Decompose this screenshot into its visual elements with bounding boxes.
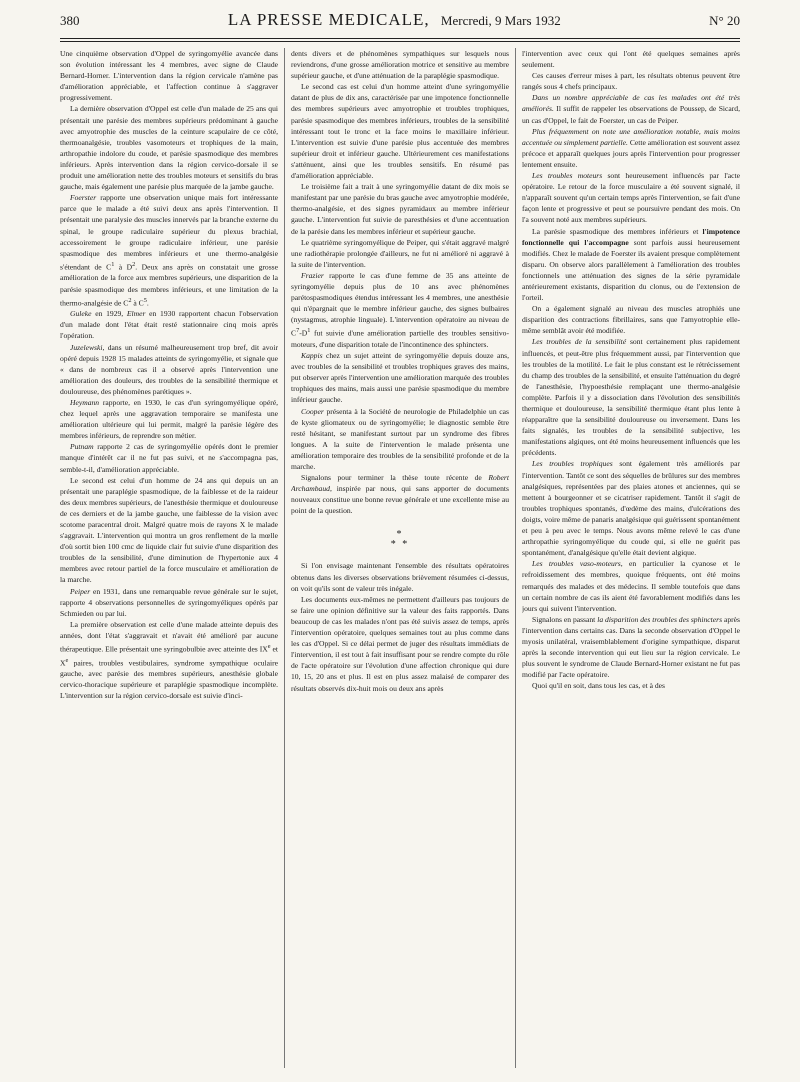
issue-date: Mercredi, 9 Mars 1932: [440, 13, 561, 28]
article-paragraph: Les troubles de la sensibilité sont certainement plus rapidement influencés, et peut-être plus fréquemment aussi, par l'intervention que les troubles de la motilité. Le fait le plus constant est le rétrécissement du champ des troubles de la sensibilité, et ensuite l'atténuation du degré de l'anesthésie, l'hypoesthésie remplaçant une thermo-analgésie complète. Parfois il y a dissociation dans l'évolution des sensibilités thermique et douloureuse, la sensibilité thermique étant plus lente à réapparaître que la sensibilité douloureuse ou inversement. Dans les faits signalés, les troubles de la sensibilité subjective, les manifestations algiques, ont été moins heureusement influencés que les précédents.: [522, 337, 740, 458]
header-rule-top: [60, 38, 740, 39]
article-paragraph: Frazier rapporte le cas d'une femme de 35 ans atteinte de syringomyélie depuis plus de 10 ans avec phénomènes parétospasmodiques étendus intéressant les 4 membres, une anesthésie qui n'épargnait que le membre inférieur gauche, des signes bulbaires (nystagmus, atrophie linguale). L'intervention opératoire au niveau de $C^7-D^1$ fut suivie d'une amélioration partielle des troubles sensitivo-moteurs, d'une disparition totale de l'incontinence des sphincters.: [291, 270, 509, 349]
journal-masthead: [228, 10, 561, 30]
issue-number: N° 20: [709, 13, 740, 28]
article-paragraph: Signalons pour terminer la thèse toute récente de Robert Archambaud, inspirée par nous, qui sans apporter de documents nouveaux constitue une bonne revue générale et une excellente mise au point de la question.: [291, 473, 509, 516]
text-column-3: [522, 48, 740, 1068]
article-paragraph: Si l'on envisage maintenant l'ensemble des résultats opératoires obtenus dans les diverses observations brièvement résumées ci-dessus, on voit qu'ils sont de valeur très inégale.: [291, 561, 509, 593]
article-paragraph: Peiper en 1931, dans une remarquable revue générale sur le sujet, rapporte 4 observations personnelles de syringomyéliques opérés par Schmieden ou par lui.: [60, 586, 278, 618]
column-divider: [284, 48, 285, 1068]
page-header: [60, 10, 740, 34]
article-paragraph: Le quatrième syringomyélique de Peiper, qui s'était aggravé malgré une radiothérapie prolongée d'ailleurs, ne fut ni amélioré ni aggravé à la suite de l'intervention.: [291, 237, 509, 269]
article-paragraph: Une cinquième observation d'Oppel de syringomyélie avancée dans son évolution intéressant les 4 membres, avec signe de Claude Bernard-Horner. L'intervention dans la région cervicale n'amène pas d'amélioration appréciable, et l'affection continue à s'aggraver progressivement.: [60, 49, 278, 103]
article-paragraph: Juzelewski, dans un résumé malheureusement trop bref, dit avoir opéré depuis 1928 15 malades atteints de syringomyélie, et signale que « dans de nombreux cas il a observé après l'intervention une amélioration des douleurs, des troubles de la sensibilité thermique et douloureuse, des phénomènes parétiques ».: [60, 342, 278, 396]
article-paragraph: Le troisième fait a trait à une syringomyélie datant de dix mois se manifestant par une parésie du bras gauche avec amyotrophie modérée, thermo-analgésie, et des signes pyramidaux au membre inférieur gauche. L'intervention fut suivie de paresthésies et d'une accentuation de la parésie dans les membres inférieur et supérieur gauche.: [291, 182, 509, 236]
article-paragraph: La parésie spasmodique des membres inférieurs et l'impotence fonctionnelle qui l'accompagne sont parfois aussi heureusement modifiés. Chez le malade de Foerster ils avaient presque complètement disparu. On observe alors parallèlement à l'amélioration des troubles fonctionnels une atténuation des signes de la série pyramidale antérieurement existants, disparition du clonus, ou de l'extension de l'orteil.: [522, 226, 740, 303]
article-paragraph: Quoi qu'il en soit, dans tous les cas, et à des: [532, 681, 665, 691]
article-paragraph: Guleke en 1929, Elmer en 1930 rapportent chacun l'observation d'un malade dont l'état était resté stationnaire cinq mois après l'opération.: [60, 309, 278, 341]
article-paragraph: Les documents eux-mêmes ne permettent d'ailleurs pas toujours de se faire une opinion définitive sur la valeur des faits rapportés. Dans beaucoup de cas les malades n'ont pas été suivis assez de temps, après l'intervention opératoire, quelques semaines tout au plus comme dans les cas d'Oppel. Si ce délai permet de juger des résultats immédiats de l'intervention, il est tout à fait insuffisant pour se rendre compte du rôle de l'acte opératoire sur l'évolution d'une affection chronique qui dure 10, 15, 20 ans et plus. Il est en plus assez malaisé de comparer des résultats observés dix-huit mois ou deux ans après: [291, 594, 509, 693]
article-paragraph: Le second est celui d'un homme de 24 ans qui depuis un an présentait une paraplégie spasmodique, de la faiblesse et de la raideur des deux membres supérieurs, de l'anesthésie thermique et douloureuse de ces derniers et de la jambe gauche, une faiblesse de la vision avec scotome paracentral droit. Malgré quatre mois de rayons X le malade s'aggravait. L'intervention qui montra un gros renflement de la mœlle d'où sortit bien 100 cmc de liquide clair fut suivie d'une disparition des troubles de la sensibilité, d'une diminution de l'hypertonie aux 4 membres avec retour partiel de la force musculaire et amélioration de la marche.: [60, 475, 278, 585]
article-paragraph: Signalons en passant la disparition des troubles des sphincters après l'intervention dans certains cas. Dans la seconde observation d'Oppel le myosis unilatéral, vraisemblablement d'origine sympathique, disparut après la seconde intervention qui eut lieu sur la région cervicale. Le plus souvent le syndrome de Claude Bernard-Horner existant ne fut pas modifié par l'acte opératoire.: [522, 614, 740, 680]
article-paragraph: Putnam rapporte 2 cas de syringomyélie opérés dont le premier manque d'intérêt car il ne fut pas suivi, et ne s'accompagna pas, semble-t-il, d'amélioration appréciable.: [60, 442, 278, 474]
article-paragraph: Cooper présenta à la Société de neurologie de Philadelphie un cas de kyste gliomateux ou de syringomyélie; le diagnostic semble être resté hésitant, se manifestant surtout par un syndrome des fibres longues. A la suite de l'intervention le malade présenta une amélioration temporaire des troubles de la sensibilité profonde et de la marche.: [291, 406, 509, 471]
article-paragraph: Kappis chez un sujet atteint de syringomyélie depuis douze ans, avec troubles de la sensibilité et troubles trophiques graves des mains, put observer après l'intervention une amélioration marquée des troubles trophiques des mains, mais aussi une parésie spasmodique du membre inférieur gauche.: [291, 351, 509, 405]
page-number: 380: [60, 13, 80, 28]
article-paragraph: On a également signalé au niveau des muscles atrophiés une disparition des contractions fibrillaires, sans que l'amyotrophie elle-même semblât avoir été modifiée.: [522, 304, 740, 336]
article-paragraph: l'intervention avec ceux qui l'ont été quelques semaines après seulement.: [522, 49, 740, 70]
article-paragraph: La dernière observation d'Oppel est celle d'un malade de 25 ans qui présentait une parésie des membres supérieurs prédominant à gauche avec amyotrophie des muscles de la ceinture scapulaire de ce côté, thermoanalgésie, troubles vasomoteurs et trophiques de la main, arthropathie indolore du coude, et parésie spasmodique des membres inférieurs. Après intervention dans la région cervico-dorsale il se produit une amélioration nette des troubles moteurs et sensitifs du bras gauche, mais également une parésie plus marquée de la jambe gauche.: [60, 104, 278, 192]
article-paragraph: Les troubles vaso-moteurs, en particulier la cyanose et le refroidissement des membres, quoique fréquents, ont été moins remarqués des malades et des médecins. Il semble toutefois que dans un certain nombre de cas ils aient été favorablement modifiés dans les jours qui suivent l'intervention.: [522, 559, 740, 613]
article-paragraph: dents divers et de phénomènes sympathiques sur lesquels nous reviendrons, d'une grosse amélioration motrice et sensitive au membre supérieur gauche, et d'une atténuation de la paraplégie spasmodique.: [291, 49, 509, 81]
article-paragraph: Dans un nombre appréciable de cas les malades ont été très améliorés. Il suffit de rappeler les observations de Poussep, de Sicard, un cas d'Oppel, le fait de Foerster, un cas de Peiper.: [522, 93, 740, 125]
article-paragraph: Ces causes d'erreur mises à part, les résultats obtenus peuvent être rangés sous 4 chefs principaux.: [522, 71, 740, 92]
section-separator: * * *: [390, 529, 410, 551]
text-column-1: [60, 48, 278, 1068]
header-rule-bottom: [60, 41, 740, 42]
article-paragraph: Les troubles trophiques sont également très améliorés par l'intervention. Tantôt ce sont des séquelles de brûlures sur des membres analgésiques, représentées par des plaies atones et anciennes, qui se mettent à bourgeonner et se cicatriser rapidement. Tantôt il s'agit de troubles trophiques spontanés, d'œdème des mains, d'ulcérations des doigts, voire même de panaris analgésique qui guérissent spontanément et peu à peu avec le temps. Nous avons même relevé le cas d'une arthropathie syringomyélique du coude qui, si elle ne guérit pas spontanément, d'analgésique qu'elle était devient algique.: [522, 459, 740, 558]
article-paragraph: Les troubles moteurs sont heureusement influencés par l'acte opératoire. Le retour de la force musculaire a été souvent signalé, il n'apparaît souvent qu'un certain temps après l'intervention, se fait d'une façon lente et progressive et peut se poursuivre pendant des mois. On l'a souvent noté aux membres supérieurs.: [522, 171, 740, 225]
article-paragraph: Heymann rapporte, en 1930, le cas d'un syringomyélique opéré, chez lequel après une aggravation temporaire se manifesta une amélioration ultérieure qui lui permit, malgré la parésie légère des membres inférieurs, de reprendre son métier.: [60, 397, 278, 441]
column-divider: [515, 48, 516, 1068]
article-paragraph: La première observation est celle d'une malade atteinte depuis des années, dont l'état s'aggravait et n'avait été amélioré par aucune thérapeutique. Elle présentait une syringobulbie avec atteinte des IXe et Xe paires, troubles vestibulaires, syndrome sympathique oculaire gauche, avec parésie des membres supérieurs, anesthésie globale cervico-thoracique supérieure et paraplégie spasmodique incomplète. L'intervention sur la région cervico-dorsale est suivie d'inci-: [60, 619, 278, 701]
text-column-2: [291, 48, 509, 1068]
article-paragraph: Le second cas est celui d'un homme atteint d'une syringomyélie datant de plus de dix ans, caractérisée par une impotence fonctionnelle des membres supérieurs avec amyotrophie et troubles trophiques, parésie spasmodique des membres inférieurs, troubles de la sensibilité intéressant tout le tronc et la face moins le maxillaire inférieur. L'intervention est suivie d'une parésie plus accentuée des membres supérieur droit et inférieur gauche. Ultérieurement ces manifestations s'atténuent, ainsi que les troubles sensitifs. En résumé pas d'amélioration appréciable.: [291, 82, 509, 181]
journal-title: LA PRESSE MEDICALE,: [227, 10, 430, 29]
article-paragraph: Foerster rapporte une observation unique mais fort intéressante parce que le malade a été suivi deux ans après l'intervention. Il présentait une paralysie des muscles innervés par la branche externe du spinal, le groupe radiculaire supérieur du plexus brachial, accessoirement le groupe radiculaire inférieur, une parésie spasmodique des membres inférieurs et une thermo-analgésie s'étendant de $C^1$ à $D^2$. Deux ans après on constatait une grosse amélioration de la force aux membres supérieurs, une disparition de la parésie spasmodique des membres inférieurs, et une limitation de la thermo-analgésie de $C^2$ à $C^5$.: [60, 193, 278, 308]
article-paragraph: Plus fréquemment on note une amélioration notable, mais moins accentuée ou simplement partielle. Cette amélioration est souvent assez précoce et apparaît quelques jours après l'intervention pour progresser lentement ensuite.: [522, 126, 740, 169]
